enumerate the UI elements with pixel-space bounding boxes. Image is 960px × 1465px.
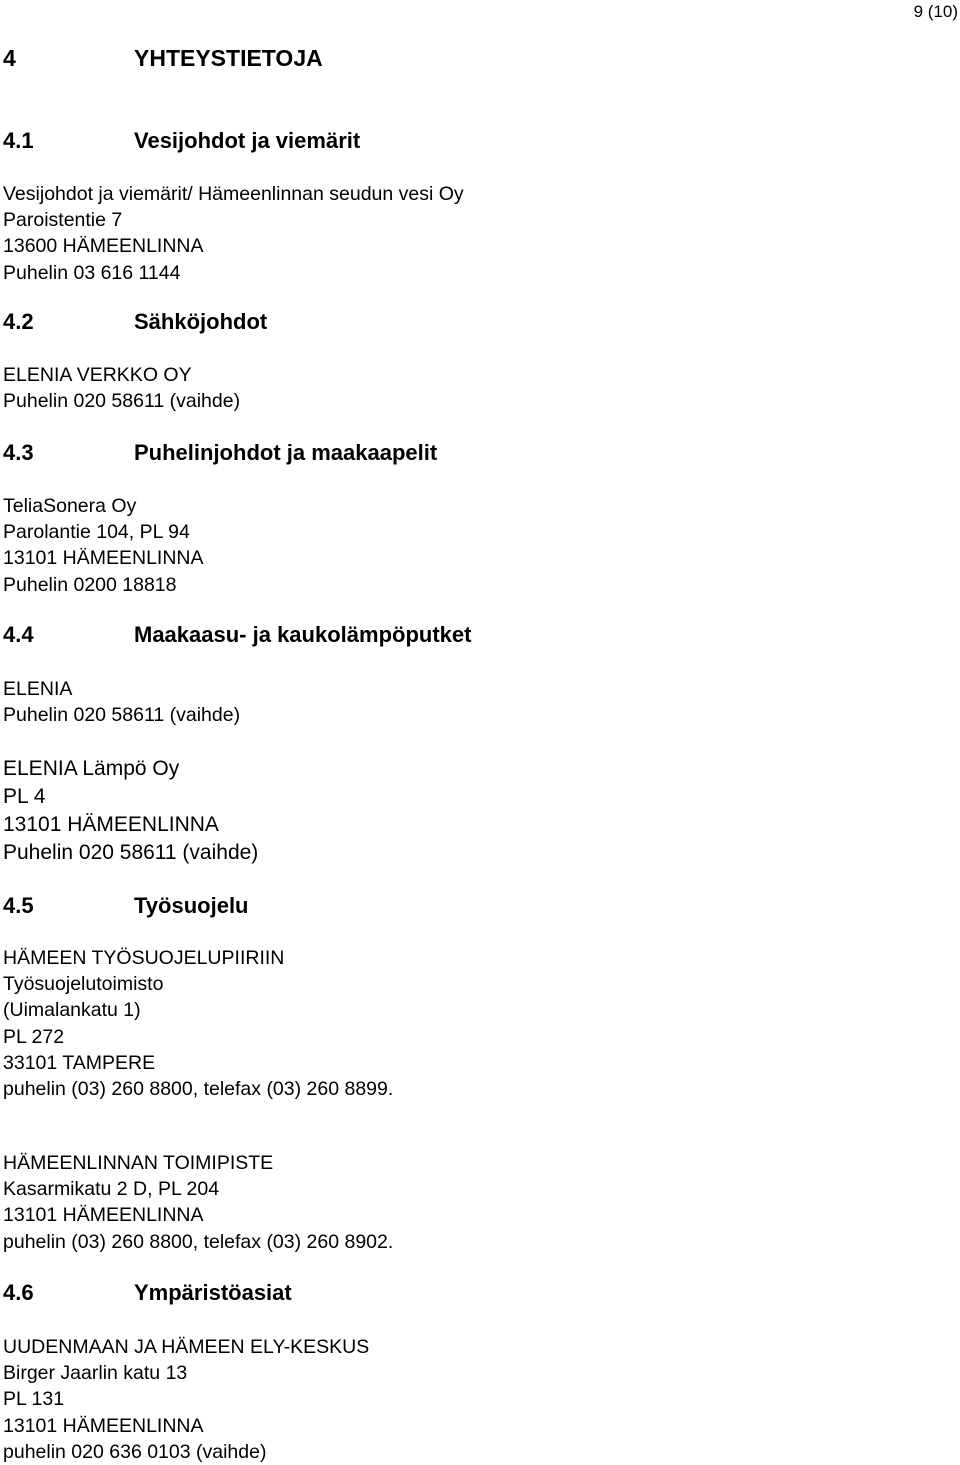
- contact-line: (Uimalankatu 1): [3, 999, 141, 1022]
- contact-line: PL 4: [3, 785, 46, 808]
- contact-line: PL 272: [3, 1025, 65, 1048]
- contact-line: ELENIA VERKKO OY: [3, 364, 192, 386]
- contact-line: HÄMEENLINNAN TOIMIPISTE: [3, 1152, 274, 1174]
- contact-block-occupational-safety: [3, 945, 393, 1102]
- contact-line: puhelin (03) 260 8800, telefax (03) 260 8899.: [3, 1078, 394, 1101]
- section-number: 4.6: [3, 1280, 34, 1305]
- contact-line: 33101 TAMPERE: [3, 1051, 156, 1074]
- contact-line: 13101 HÄMEENLINNA: [3, 1414, 204, 1437]
- contact-line: ELENIA: [3, 678, 73, 700]
- contact-block-environment: [3, 1334, 369, 1465]
- section-title: Puhelinjohdot ja maakaapelit: [134, 440, 438, 465]
- contact-line: Paroistentie 7: [3, 209, 123, 232]
- section-title: Maakaasu- ja kaukolämpöputket: [134, 622, 472, 647]
- section-heading-4-6: [3, 1280, 292, 1306]
- contact-line: 13101 HÄMEENLINNA: [3, 813, 219, 836]
- contact-block-telephone: [3, 493, 204, 598]
- contact-line: Vesijohdot ja viemärit/ Hämeenlinnan seudun vesi Oy: [3, 183, 464, 205]
- contact-line: puhelin (03) 260 8800, telefax (03) 260 8902.: [3, 1230, 394, 1253]
- contact-line: UUDENMAAN JA HÄMEEN ELY-KESKUS: [3, 1336, 370, 1358]
- section-title: Vesijohdot ja viemärit: [134, 128, 361, 153]
- contact-line: Puhelin 020 58611 (vaihde): [3, 841, 259, 864]
- contact-block-heat: [3, 755, 258, 867]
- section-heading-4-5: [3, 893, 249, 919]
- contact-line: Puhelin 020 58611 (vaihde): [3, 704, 241, 727]
- contact-line: 13600 HÄMEENLINNA: [3, 235, 204, 258]
- page-number: 9 (10): [913, 2, 958, 21]
- contact-block-water: [3, 181, 464, 286]
- contact-line: Puhelin 03 616 1144: [3, 261, 181, 284]
- section-number: 4.5: [3, 893, 34, 918]
- chapter-title: YHTEYSTIETOJA: [134, 45, 323, 71]
- contact-line: Puhelin 020 58611 (vaihde): [3, 390, 241, 413]
- chapter-heading: [3, 44, 323, 72]
- section-number: 4.4: [3, 622, 34, 647]
- section-number: 4.3: [3, 440, 34, 465]
- contact-line: Kasarmikatu 2 D, PL 204: [3, 1178, 220, 1201]
- section-heading-4-4: [3, 622, 471, 648]
- section-heading-4-2: [3, 309, 267, 335]
- contact-block-electric: [3, 362, 240, 414]
- contact-line: 13101 HÄMEENLINNA: [3, 1204, 204, 1227]
- section-number: 4.1: [3, 128, 34, 153]
- contact-block-gas: [3, 676, 240, 728]
- contact-block-office: [3, 1150, 393, 1255]
- section-heading-4-3: [3, 440, 437, 466]
- contact-line: Parolantie 104, PL 94: [3, 521, 190, 544]
- contact-line: TeliaSonera Oy: [3, 495, 137, 517]
- contact-line: 13101 HÄMEENLINNA: [3, 547, 204, 570]
- chapter-number: 4: [3, 45, 16, 71]
- contact-line: Työsuojelutoimisto: [3, 973, 164, 996]
- contact-line: Puhelin 0200 18818: [3, 573, 177, 596]
- contact-line: puhelin 020 636 0103 (vaihde): [3, 1440, 267, 1463]
- contact-line: HÄMEEN TYÖSUOJELUPIIRIIN: [3, 947, 285, 969]
- section-heading-4-1: [3, 128, 360, 154]
- section-title: Työsuojelu: [134, 893, 249, 918]
- section-number: 4.2: [3, 309, 34, 334]
- contact-line: ELENIA Lämpö Oy: [3, 757, 180, 780]
- contact-line: Birger Jaarlin katu 13: [3, 1362, 188, 1385]
- section-title: Sähköjohdot: [134, 309, 268, 334]
- contact-line: PL 131: [3, 1388, 65, 1411]
- section-title: Ympäristöasiat: [134, 1280, 292, 1305]
